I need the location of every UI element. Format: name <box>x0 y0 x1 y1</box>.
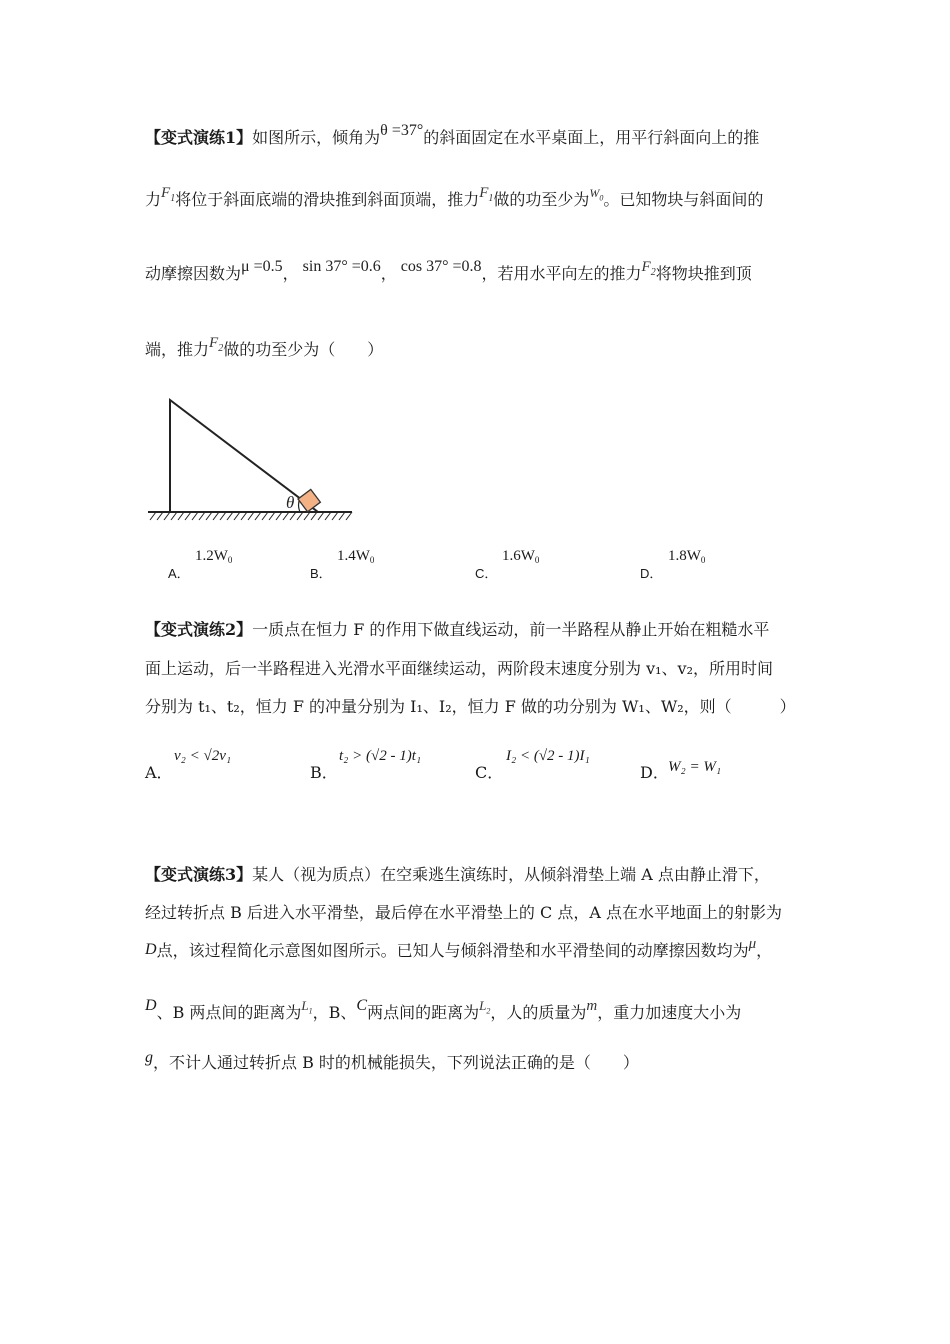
q1-text-3b: ，若用水平向左的推力 <box>481 264 642 283</box>
q2-option-a-value[interactable]: v₂ < √2v₁ <box>174 748 232 764</box>
q3-mu: μ <box>748 936 757 952</box>
q1-option-d-value[interactable]: $1.8W_0$ <box>668 548 706 565</box>
q3-text-4e: 两点间的距离为 <box>367 1003 480 1022</box>
q1-tag: 【变式演练1】 <box>145 128 253 147</box>
q3-text-4g: ，重力加速度大小为 <box>597 1003 742 1022</box>
q3-c-point: C <box>356 997 368 1014</box>
incline-triangle <box>170 400 318 512</box>
q3-line-3 <box>145 936 773 962</box>
theta-label: θ <box>286 493 295 512</box>
q1-line-1 <box>145 122 760 149</box>
q2-option-b-label[interactable]: B． <box>310 763 338 782</box>
q1-sin: sin 37° =0.6 <box>302 258 381 275</box>
q1-option-b-label[interactable]: B． <box>310 566 332 581</box>
q2-option-c-value[interactable]: I₂ < (√2 - 1)I₁ <box>506 748 590 764</box>
q3-text-1: 某人（视为质点）在空乘逃生演练时，从倾斜滑垫上端 A 点由静止滑下， <box>252 865 770 884</box>
q3-line-4 <box>145 997 742 1030</box>
q2-option-a-label[interactable]: A． <box>145 763 173 782</box>
q1-option-b-value[interactable]: $1.4W_0$ <box>337 548 375 565</box>
q1-cos: cos 37° =0.8 <box>400 258 482 275</box>
q3-d-point-2: D <box>145 997 157 1014</box>
q1-w0: W0 <box>589 186 604 203</box>
q3-text-3d: ， <box>756 941 773 960</box>
q1-comma-1: ， <box>282 264 299 283</box>
q3-tag: 【变式演练3】 <box>145 865 253 884</box>
q3-l2: L2 <box>479 998 491 1016</box>
q2-text-1: 一质点在恒力 F 的作用下做直线运动，前一半路程从静止开始在粗糙水平 <box>252 620 770 639</box>
q3-line-1 <box>145 865 770 885</box>
q3-text-4f: ，人的质量为 <box>490 1003 587 1022</box>
q1-text-2c: 做的功至少为 <box>493 190 590 209</box>
q1-theta: θ =37° <box>380 122 424 139</box>
q1-f1: $F_1$ <box>161 185 176 204</box>
q2-option-d-value[interactable]: W₂ = W₁ <box>668 759 722 775</box>
q2-option-c-label[interactable]: C． <box>475 763 504 782</box>
q1-text-3a: 动摩擦因数为 <box>145 264 242 283</box>
q1-f2-again: $F_2$ <box>209 335 224 354</box>
q1-text-2a: 力 <box>145 190 162 209</box>
q1-option-a-value[interactable]: $1.2W_0$ <box>195 548 233 565</box>
q2-line-3 <box>145 697 796 717</box>
q3-text-3: 点，该过程简化示意图如图所示。已知人与倾斜滑垫和水平滑垫间的动摩擦因数均为 <box>156 941 749 960</box>
q3-l1: L1 <box>301 998 313 1016</box>
q3-text-5: ，不计人通过转折点 B 时的机械能损失，下列说法正确的是（ ） <box>153 1053 639 1072</box>
q2-text-2: 面上运动，后一半路程进入光滑水平面继续运动，两阶段末速度分别为 v₁、v₂，所用时间 <box>145 659 773 678</box>
q3-d-point: D <box>145 941 157 958</box>
q1-f1-again: $F_1$ <box>479 185 494 204</box>
q1-mu: μ =0.5 <box>241 258 283 275</box>
q3-g: g <box>145 1049 153 1066</box>
q1-text-2b: 将位于斜面底端的滑块推到斜面顶端，推力 <box>175 190 480 209</box>
q1-text-2d: 。已知物块与斜面间的 <box>603 190 764 209</box>
q1-option-a-label[interactable]: A． <box>168 566 190 581</box>
ground-hatching <box>148 512 352 520</box>
q3-text-2: 经过转折点 B 后进入水平滑垫，最后停在水平滑垫上的 C 点，A 点在水平地面上的射影为 <box>145 903 782 922</box>
q2-option-b-value[interactable]: t₂ > (√2 - 1)t₁ <box>339 748 422 764</box>
q3-line-5 <box>145 1049 639 1074</box>
q3-text-4b: 、B 两点间的距离为 <box>156 1003 302 1022</box>
q1-comma-2: ， <box>380 264 397 283</box>
q1-line-4 <box>145 335 384 367</box>
q1-text-1b: 的斜面固定在水平桌面上，用平行斜面向上的推 <box>423 128 760 147</box>
q1-line-2 <box>145 185 764 217</box>
q1-option-c-value[interactable]: $1.6W_0$ <box>502 548 540 565</box>
slider-block <box>298 489 320 511</box>
q3-text-4c: ，B、 <box>312 1003 357 1022</box>
q2-line-2 <box>145 659 773 679</box>
incline-figure <box>140 390 360 530</box>
q2-line-1 <box>145 620 769 640</box>
q3-line-2 <box>145 903 782 923</box>
q1-text-1a: 如图所示，倾角为 <box>252 128 381 147</box>
q2-option-d-label[interactable]: D． <box>640 763 669 782</box>
q1-option-c-label[interactable]: C． <box>475 566 498 581</box>
q1-option-d-label[interactable]: D． <box>640 566 663 581</box>
q1-text-3c: 将物块推到顶 <box>655 264 752 283</box>
q2-tag: 【变式演练2】 <box>145 620 253 639</box>
q2-text-3: 分别为 t₁、t₂，恒力 F 的冲量分别为 I₁、I₂，恒力 F 做的功分别为 W₁、W₂，则（ ） <box>145 697 796 716</box>
q1-text-4a: 端，推力 <box>145 340 210 359</box>
q1-text-4b: 做的功至少为（ ） <box>223 340 384 359</box>
q3-mass: m <box>586 998 598 1014</box>
q1-line-3 <box>145 258 752 291</box>
q1-f2: $F_2$ <box>641 259 656 278</box>
